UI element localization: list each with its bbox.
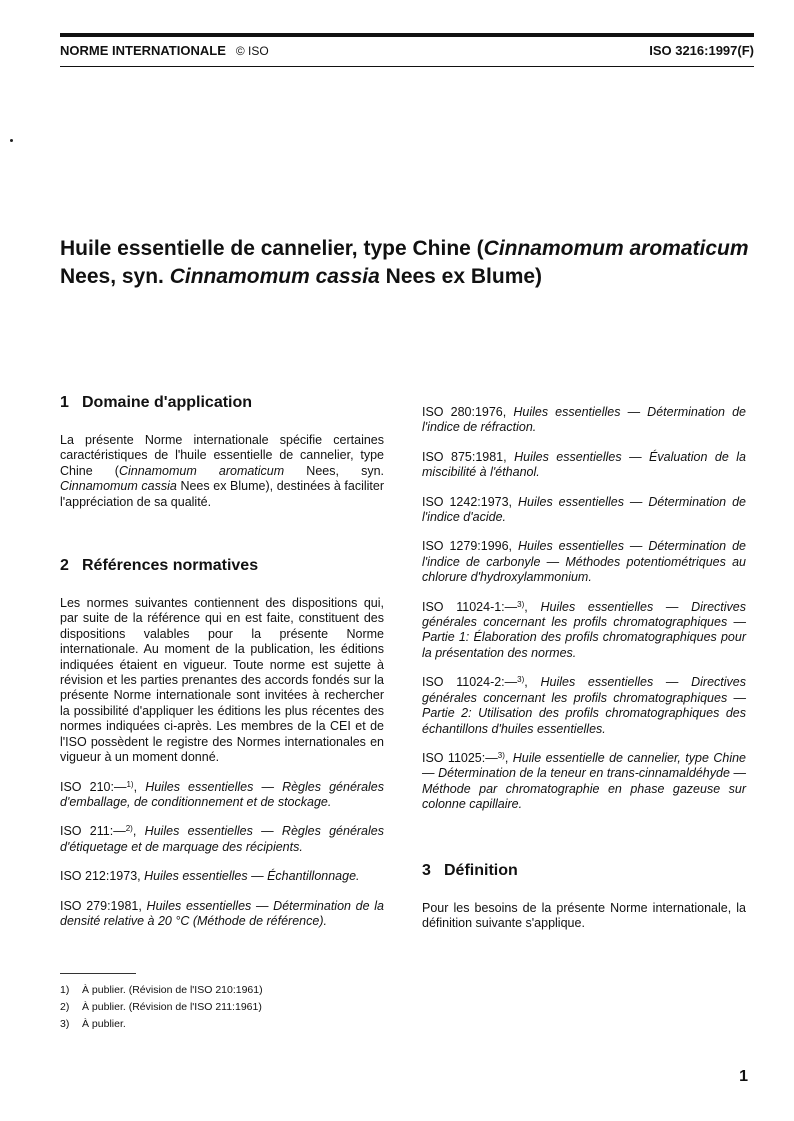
header-rule [60, 66, 754, 67]
top-rule [60, 33, 754, 37]
reference-item: ISO 279:1981, Huiles essentielles — Détermination de la densité relative à 20 °C (Méthode de référence). [60, 898, 384, 928]
reference-item: ISO 1279:1996, Huiles essentielles — Détermination de l'indice de carbonyle — Méthodes potentiométriques au chlorure d'hydroxylammonium. [422, 539, 746, 585]
scope-text: La présente Norme internationale spécifie certaines caractéristiques de l'huile essentielle de cannelier, type Chine (Cinnamomum aromaticum Nees, syn. Cinnamomum cassia Nees ex Blume), destinées à faciliter l'appréciation de sa qualité. [60, 433, 384, 509]
definition-text: Pour les besoins de la présente Norme internationale, la définition suivante s'applique. [422, 900, 746, 930]
left-column [60, 393, 384, 943]
section-scope-heading: 1 Domaine d'application [60, 394, 253, 411]
copyright: © ISO [235, 44, 269, 58]
reference-item: ISO 212:1973, Huiles essentielles — Échantillonnage. [60, 869, 360, 884]
right-column [422, 405, 746, 945]
page-header [60, 40, 754, 64]
reference-item: ISO 875:1981, Huiles essentielles — Évaluation de la miscibilité à l'éthanol. [422, 449, 746, 480]
section-normative-heading: 2 Références normatives [60, 557, 259, 575]
reference-item: ISO 210:—$^{1)}$, Huiles essentielles — Règles générales d'emballage, de conditionnement et de stockage. [60, 779, 384, 809]
header-label: NORME INTERNATIONALE © ISO [60, 43, 269, 58]
page-number: 1 [739, 1068, 748, 1085]
standard-number: ISO 3216:1997(F) [649, 43, 754, 58]
section-definition-heading: 3 Définition [422, 861, 518, 879]
normative-intro: Les normes suivantes contiennent des dispositions qui, par suite de la référence qui en est faite, constituent des dispositions valables pour la présente Norme internationale. Au moment de la publication, les éditions indiquées étaient en vigueur. Toute norme est sujette à révision et les parties prenantes des accords fondés sur la présente Norme internationale sont invitées à rechercher la possibilité d'appliquer les éditions les plus récentes des normes indiquées ci-après. Les membres de la CEI et de l'ISO possèdent le registre des Normes internationales en vigueur à un moment donné. [60, 596, 384, 765]
footnote: 3) À publier. [60, 1018, 126, 1030]
reference-item: ISO 280:1976, Huiles essentielles — Détermination de l'indice de réfraction. [422, 405, 746, 435]
reference-item: ISO 11024-1:—$^{3)}$, Huiles essentielles — Directives générales concernant les profils chromatographiques — Partie 1: Élaboration des profils chromatographiques pour la présentation des normes. [422, 599, 746, 660]
footnotes [60, 982, 263, 1033]
margin-dot [10, 139, 13, 142]
document-title: Huile essentielle de cannelier, type Chine (Cinnamomum aromaticum Nees, syn. Cinnamomum cassia Nees ex Blume) [60, 237, 749, 288]
reference-item: ISO 11024-2:—$^{3)}$, Huiles essentielles — Directives générales concernant les profils chromatographiques — Partie 2: Utilisation des profils chromatographiques des échantillons d'huiles essentielles. [422, 675, 746, 736]
reference-item: ISO 211:—$^{2)}$, Huiles essentielles — Règles générales d'étiquetage et de marquage des récipients. [60, 824, 384, 854]
footnote: 2) À publier. (Révision de l'ISO 211:1961) [60, 1001, 262, 1013]
reference-item: ISO 11025:—$^{3)}$, Huile essentielle de cannelier, type Chine — Détermination de la teneur en trans-cinnamaldéhyde — Méthode par chromatographie en phase gazeuse sur colonne capillaire. [422, 750, 746, 812]
reference-item: ISO 1242:1973, Huiles essentielles — Détermination de l'indice d'acide. [422, 494, 746, 525]
footnote: 1) À publier. (Révision de l'ISO 210:1961) [60, 984, 263, 996]
footnote-rule [60, 973, 136, 974]
